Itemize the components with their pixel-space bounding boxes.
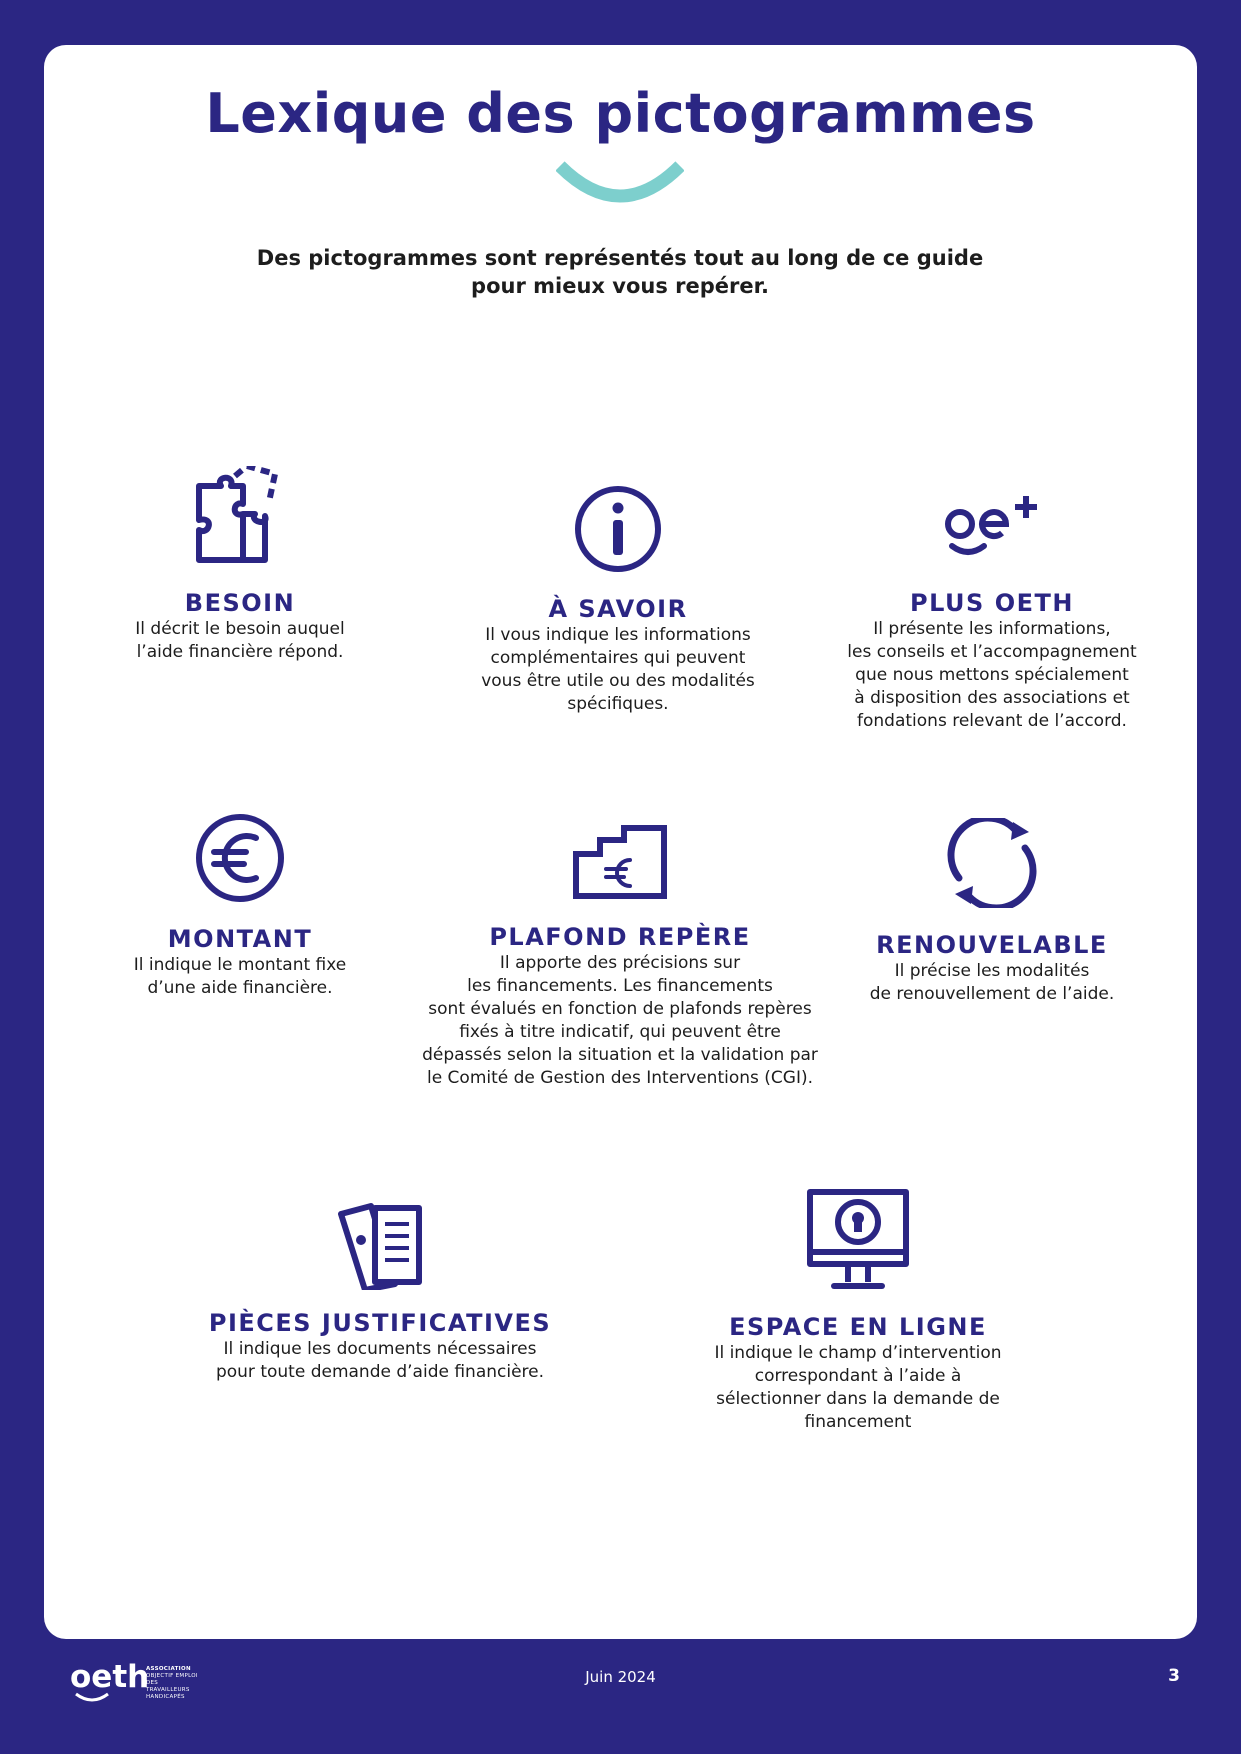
item-renouvelable bbox=[842, 818, 1142, 1006]
item-plafond-repere bbox=[400, 824, 840, 1090]
info-icon bbox=[573, 484, 663, 574]
refresh-icon bbox=[947, 818, 1037, 908]
item-title: RENOUVELABLE bbox=[876, 931, 1108, 959]
item-a-savoir bbox=[468, 484, 768, 716]
logo-subtitle: ASSOCIATION OBJECTIF EMPLOI DES TRAVAILLEURS HANDICAPÉS bbox=[146, 1666, 198, 1700]
euro-stairs-icon bbox=[572, 824, 668, 900]
documents-icon bbox=[335, 1200, 425, 1290]
item-title: PLAFOND REPÈRE bbox=[489, 923, 751, 951]
intro-text: Des pictogrammes sont représentés tout au long de ce guide pour mieux vous repérer. bbox=[256, 246, 984, 298]
item-title: PIÈCES JUSTIFICATIVES bbox=[208, 1309, 552, 1337]
item-description: Il précise les modalités de renouvellement de l’aide. bbox=[869, 961, 1115, 1004]
item-espace-en-ligne bbox=[688, 1188, 1028, 1434]
item-montant bbox=[90, 812, 390, 1000]
item-description: Il apporte des précisions sur les financements. Les financements sont évalués en fonction de plafonds repères fixés à titre indicatif, qui peuvent être dépassés selon la situation et la validation par le Comité de Gestion des Interventions (CGI). bbox=[422, 953, 818, 1088]
item-description: Il présente les informations, les conseils et l’accompagnement que nous mettons spécialement à disposition des associations et fondations relevant de l’accord. bbox=[847, 619, 1137, 731]
item-description: Il vous indique les informations complémentaires qui peuvent vous être utile ou des modalités spécifiques. bbox=[481, 625, 755, 714]
item-title: À SAVOIR bbox=[548, 595, 688, 623]
oeth-plus-icon bbox=[942, 492, 1042, 562]
item-plus-oeth bbox=[832, 492, 1152, 733]
item-pieces-justificatives bbox=[190, 1200, 570, 1384]
page-number: 3 bbox=[1168, 1666, 1180, 1686]
monitor-lock-icon bbox=[806, 1188, 910, 1292]
logo-wordmark: oeth bbox=[70, 1659, 150, 1695]
item-besoin bbox=[90, 466, 390, 664]
page-title: Lexique des pictogrammes bbox=[205, 82, 1036, 145]
item-description: Il indique le montant fixe d’une aide financière. bbox=[133, 955, 347, 998]
item-title: PLUS OETH bbox=[910, 589, 1074, 617]
item-title: BESOIN bbox=[184, 589, 296, 617]
item-description: Il décrit le besoin auquel l’aide financière répond. bbox=[135, 619, 345, 662]
euro-icon bbox=[194, 812, 286, 904]
item-title: MONTANT bbox=[167, 925, 313, 953]
footer-date: Juin 2024 bbox=[585, 1668, 656, 1686]
logo-smile-icon bbox=[74, 1692, 114, 1704]
item-title: ESPACE EN LIGNE bbox=[729, 1313, 987, 1341]
item-description: Il indique le champ d’intervention correspondant à l’aide à sélectionner dans la demande de financement bbox=[714, 1343, 1002, 1432]
puzzle-icon bbox=[185, 466, 295, 566]
smile-decoration-icon bbox=[556, 160, 684, 206]
item-description: Il indique les documents nécessaires pour toute demande d’aide financière. bbox=[215, 1339, 545, 1382]
